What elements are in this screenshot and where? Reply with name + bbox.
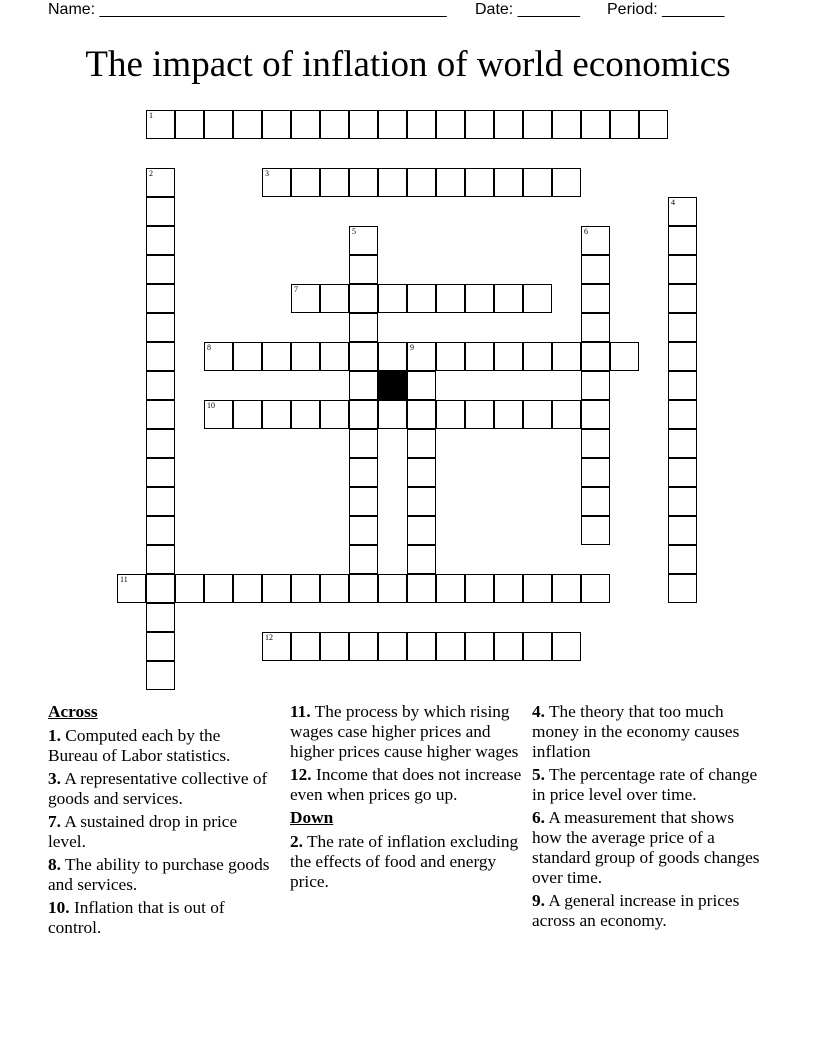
- grid-cell[interactable]: [146, 371, 175, 400]
- grid-cell[interactable]: [204, 110, 233, 139]
- grid-cell[interactable]: [407, 110, 436, 139]
- grid-cell[interactable]: [349, 110, 378, 139]
- grid-cell[interactable]: [581, 110, 610, 139]
- grid-cell[interactable]: [233, 574, 262, 603]
- grid-cell[interactable]: [291, 400, 320, 429]
- grid-cell[interactable]: [291, 632, 320, 661]
- grid-cell[interactable]: [320, 632, 349, 661]
- grid-cell[interactable]: [465, 168, 494, 197]
- grid-cell[interactable]: [494, 574, 523, 603]
- grid-cell[interactable]: [523, 110, 552, 139]
- grid-cell[interactable]: [320, 574, 349, 603]
- grid-cell[interactable]: [610, 110, 639, 139]
- grid-cell[interactable]: [494, 110, 523, 139]
- grid-cell[interactable]: [668, 458, 697, 487]
- grid-cell[interactable]: [146, 661, 175, 690]
- date-field[interactable]: Date: _______: [475, 1, 580, 18]
- grid-cell[interactable]: [668, 545, 697, 574]
- grid-cell[interactable]: [639, 110, 668, 139]
- clue-across-1: 1. Computed each by the Bureau of Labor statistics.: [48, 726, 231, 765]
- grid-cell[interactable]: [349, 545, 378, 574]
- grid-cell[interactable]: [378, 632, 407, 661]
- grid-cell[interactable]: [668, 342, 697, 371]
- grid-cell[interactable]: [146, 632, 175, 661]
- grid-cell[interactable]: [407, 342, 436, 371]
- clue-number: 6: [584, 227, 588, 236]
- grid-cell[interactable]: [465, 342, 494, 371]
- grid-cell[interactable]: [494, 632, 523, 661]
- grid-cell[interactable]: [320, 168, 349, 197]
- grid-cell[interactable]: [146, 313, 175, 342]
- grid-cell[interactable]: [581, 313, 610, 342]
- grid-cell[interactable]: [349, 168, 378, 197]
- grid-cell[interactable]: [407, 168, 436, 197]
- clue-number: 5: [352, 227, 356, 236]
- grid-cell[interactable]: [523, 632, 552, 661]
- grid-cell[interactable]: [552, 400, 581, 429]
- grid-cell[interactable]: [291, 342, 320, 371]
- grid-cell[interactable]: [349, 313, 378, 342]
- clue-number: 2: [149, 169, 153, 178]
- grid-cell[interactable]: [175, 574, 204, 603]
- grid-cell[interactable]: [668, 487, 697, 516]
- grid-cell[interactable]: [349, 400, 378, 429]
- grid-cell[interactable]: [262, 632, 291, 661]
- grid-cell[interactable]: [436, 284, 465, 313]
- clue-number: 9: [410, 343, 414, 352]
- grid-cell[interactable]: [407, 284, 436, 313]
- clue-down-4: 4. The theory that too much money in the economy causes inflation: [532, 702, 740, 761]
- clue-across-12: 12. Income that does not increase even when prices go up.: [290, 765, 522, 804]
- grid-cell[interactable]: [581, 226, 610, 255]
- down-heading: Down: [290, 808, 334, 827]
- grid-cell[interactable]: [146, 226, 175, 255]
- grid-cell[interactable]: [146, 487, 175, 516]
- grid-cell[interactable]: [320, 110, 349, 139]
- grid-cell[interactable]: [204, 342, 233, 371]
- clue-number: 12: [265, 633, 273, 642]
- grid-cell[interactable]: [581, 400, 610, 429]
- grid-cell[interactable]: [146, 458, 175, 487]
- clue-across-10: 10. Inflation that is out of control.: [48, 898, 225, 937]
- clue-down-5: 5. The percentage rate of change in price level over time.: [532, 765, 758, 804]
- grid-cell[interactable]: [233, 110, 262, 139]
- grid-cell[interactable]: [668, 313, 697, 342]
- grid-cell[interactable]: [349, 516, 378, 545]
- grid-cell[interactable]: [291, 284, 320, 313]
- clues-column-1: [48, 702, 270, 941]
- grid-cell[interactable]: [262, 574, 291, 603]
- grid-cell[interactable]: [581, 371, 610, 400]
- clue-number: 10: [207, 401, 215, 410]
- grid-cell[interactable]: [581, 255, 610, 284]
- grid-cell[interactable]: [146, 342, 175, 371]
- grid-cell[interactable]: [523, 168, 552, 197]
- grid-cell[interactable]: [610, 342, 639, 371]
- grid-cell[interactable]: [581, 429, 610, 458]
- grid-cell[interactable]: [668, 429, 697, 458]
- grid-cell[interactable]: [668, 284, 697, 313]
- grid-cell[interactable]: [407, 632, 436, 661]
- grid-cell[interactable]: [668, 197, 697, 226]
- grid-cell[interactable]: [581, 574, 610, 603]
- grid-cell[interactable]: [291, 168, 320, 197]
- grid-cell[interactable]: [581, 458, 610, 487]
- grid-cell[interactable]: [291, 110, 320, 139]
- grid-cell[interactable]: [262, 168, 291, 197]
- name-field[interactable]: Name: _______________________________________: [48, 1, 447, 18]
- grid-cell[interactable]: [465, 110, 494, 139]
- grid-cell[interactable]: [494, 168, 523, 197]
- grid-cell: [378, 371, 407, 400]
- grid-cell[interactable]: [494, 342, 523, 371]
- grid-cell[interactable]: [291, 574, 320, 603]
- grid-cell[interactable]: [349, 574, 378, 603]
- grid-cell[interactable]: [436, 574, 465, 603]
- grid-cell[interactable]: [146, 603, 175, 632]
- grid-cell[interactable]: [407, 545, 436, 574]
- grid-cell[interactable]: [523, 284, 552, 313]
- across-heading: Across: [48, 702, 98, 721]
- clue-across-11: 11. The process by which rising wages case higher prices and higher prices cause higher wages: [290, 702, 519, 761]
- grid-cell[interactable]: [349, 226, 378, 255]
- clue-down-6: 6. A measurement that shows how the average price of a standard group of goods changes over time.: [532, 808, 760, 887]
- grid-cell[interactable]: [349, 255, 378, 284]
- grid-cell[interactable]: [378, 400, 407, 429]
- grid-cell[interactable]: [146, 284, 175, 313]
- grid-cell[interactable]: [465, 400, 494, 429]
- grid-cell[interactable]: [262, 400, 291, 429]
- grid-cell[interactable]: [378, 110, 407, 139]
- clues-column-2: [290, 702, 524, 895]
- grid-cell[interactable]: [320, 342, 349, 371]
- grid-cell[interactable]: [146, 110, 175, 139]
- grid-cell[interactable]: [668, 400, 697, 429]
- grid-cell[interactable]: [233, 400, 262, 429]
- grid-cell[interactable]: [320, 400, 349, 429]
- grid-cell[interactable]: [349, 371, 378, 400]
- grid-cell[interactable]: [146, 545, 175, 574]
- clue-across-8: 8. The ability to purchase goods and services.: [48, 855, 270, 894]
- grid-cell[interactable]: [436, 632, 465, 661]
- grid-cell[interactable]: [668, 516, 697, 545]
- grid-cell[interactable]: [146, 516, 175, 545]
- grid-cell[interactable]: [436, 168, 465, 197]
- grid-cell[interactable]: [668, 574, 697, 603]
- grid-cell[interactable]: [204, 400, 233, 429]
- grid-cell[interactable]: [349, 487, 378, 516]
- grid-cell[interactable]: [494, 400, 523, 429]
- grid-cell[interactable]: [465, 284, 494, 313]
- grid-cell[interactable]: [581, 516, 610, 545]
- grid-cell[interactable]: [494, 284, 523, 313]
- grid-cell[interactable]: [407, 516, 436, 545]
- grid-cell[interactable]: [407, 458, 436, 487]
- clue-across-3: 3. A representative collective of goods and services.: [48, 769, 268, 808]
- grid-cell[interactable]: [175, 110, 204, 139]
- grid-cell[interactable]: [204, 574, 233, 603]
- grid-cell[interactable]: [378, 574, 407, 603]
- page-title: The impact of inflation of world economics: [85, 44, 731, 85]
- grid-cell[interactable]: [407, 429, 436, 458]
- clue-number: 7: [294, 285, 298, 294]
- grid-cell[interactable]: [407, 487, 436, 516]
- clue-number: 3: [265, 169, 269, 178]
- clues-column-3: [532, 702, 764, 934]
- clue-number: 4: [671, 198, 675, 207]
- grid-cell[interactable]: [436, 110, 465, 139]
- grid-cell[interactable]: [378, 284, 407, 313]
- grid-cell[interactable]: [378, 168, 407, 197]
- clue-down-2: 2. The rate of inflation excluding the effects of food and energy price.: [290, 832, 519, 891]
- grid-cell[interactable]: [349, 458, 378, 487]
- grid-cell[interactable]: [668, 255, 697, 284]
- clue-down-9: 9. A general increase in prices across an economy.: [532, 891, 740, 930]
- grid-cell[interactable]: [668, 226, 697, 255]
- grid-cell[interactable]: [552, 342, 581, 371]
- grid-cell[interactable]: [523, 400, 552, 429]
- clue-number: 8: [207, 343, 211, 352]
- grid-cell[interactable]: [407, 400, 436, 429]
- grid-cell[interactable]: [436, 342, 465, 371]
- grid-cell[interactable]: [146, 197, 175, 226]
- grid-cell[interactable]: [349, 632, 378, 661]
- grid-cell[interactable]: [407, 371, 436, 400]
- grid-cell[interactable]: [581, 284, 610, 313]
- clue-number: 11: [120, 575, 128, 584]
- grid-cell[interactable]: [668, 371, 697, 400]
- grid-cell[interactable]: [146, 168, 175, 197]
- grid-cell[interactable]: [552, 168, 581, 197]
- grid-cell[interactable]: [378, 342, 407, 371]
- grid-cell[interactable]: [349, 342, 378, 371]
- period-field[interactable]: Period: _______: [607, 1, 725, 18]
- grid-cell[interactable]: [552, 632, 581, 661]
- grid-cell[interactable]: [146, 574, 175, 603]
- grid-cell[interactable]: [117, 574, 146, 603]
- grid-cell[interactable]: [233, 342, 262, 371]
- grid-cell[interactable]: [552, 574, 581, 603]
- grid-cell[interactable]: [349, 429, 378, 458]
- grid-cell[interactable]: [581, 487, 610, 516]
- grid-cell[interactable]: [146, 255, 175, 284]
- grid-cell[interactable]: [465, 632, 494, 661]
- grid-cell[interactable]: [262, 342, 291, 371]
- grid-cell[interactable]: [320, 284, 349, 313]
- grid-cell[interactable]: [465, 574, 494, 603]
- grid-cell[interactable]: [523, 574, 552, 603]
- clue-across-7: 7. A sustained drop in price level.: [48, 812, 238, 851]
- grid-cell[interactable]: [523, 342, 552, 371]
- grid-cell[interactable]: [407, 574, 436, 603]
- grid-cell[interactable]: [146, 400, 175, 429]
- grid-cell[interactable]: [552, 110, 581, 139]
- grid-cell[interactable]: [436, 400, 465, 429]
- clue-number: 1: [149, 111, 153, 120]
- grid-cell[interactable]: [349, 284, 378, 313]
- grid-cell[interactable]: [581, 342, 610, 371]
- grid-cell[interactable]: [262, 110, 291, 139]
- grid-cell[interactable]: [146, 429, 175, 458]
